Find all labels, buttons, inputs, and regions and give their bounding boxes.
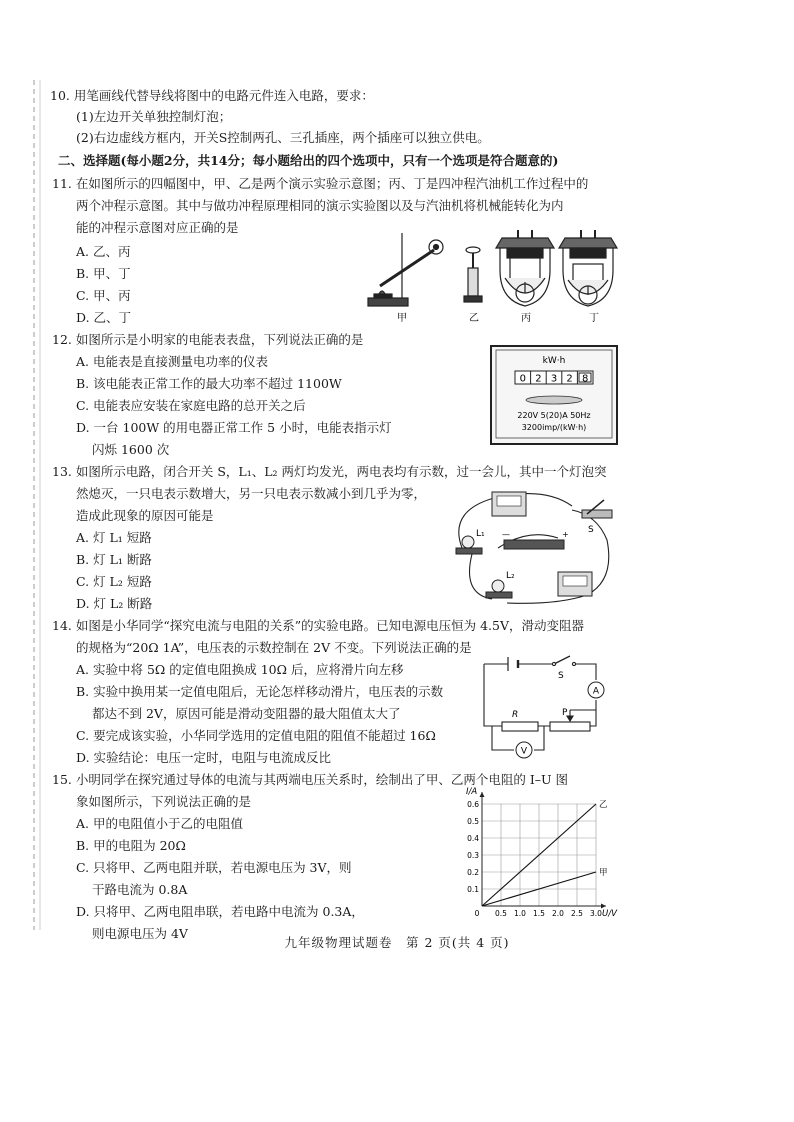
- x-tick-label: 2.5: [571, 909, 583, 918]
- q15-iu-graph: [458, 786, 618, 922]
- label-r: R: [512, 710, 519, 720]
- q11-option-a: A. 乙、丙: [76, 244, 131, 259]
- x-tick-label: 3.0: [590, 909, 602, 918]
- q14-stem-line2: 的规格为“20Ω 1A”，电压表的示数控制在 2V 不变。下列说法正确的是: [76, 640, 472, 655]
- lamp-l2: [486, 571, 515, 598]
- binding-margin: [0, 0, 44, 1122]
- meter-digits: [515, 371, 593, 385]
- q15-stem-line1: 15. 小明同学在探究通过导体的电流与其两端电压关系时，绘制出了甲、乙两个电阻的 I–U 图: [52, 772, 569, 787]
- q14-option-b-cont: 都达不到 2V，原因可能是滑动变阻器的最大阻值太大了: [92, 706, 401, 721]
- q11-figure: [360, 228, 620, 330]
- label-a: A: [592, 686, 600, 697]
- x-tick-label: 2.0: [552, 909, 564, 918]
- meter-digit-1: 0: [519, 373, 526, 385]
- q13-option-a: A. 灯 L₁ 短路: [76, 530, 152, 545]
- q12-energy-meter: [490, 345, 618, 445]
- series-label: 乙: [599, 800, 608, 810]
- meter-digit-5: 8: [582, 373, 589, 385]
- q14-option-d: D. 实验结论：电压一定时，电阻与电流成反比: [76, 750, 332, 765]
- q15-option-a: A. 甲的电阻值小于乙的电阻值: [76, 816, 243, 831]
- q13-stem-line3: 造成此现象的原因可能是: [76, 508, 214, 523]
- q13-stem-line2: 然熄灭，一只电表示数增大，另一只电表示数减小到几乎为零，: [76, 486, 427, 501]
- x-axis-label: U/V: [602, 909, 617, 919]
- section-2-heading: 二、选择题(每小题2分，共14分；每小题给出的四个选项中，只有一个选项是符合题意的): [58, 153, 559, 168]
- q11-stem-line1: 11. 在如图所示的四幅图中，甲、乙是两个演示实验示意图；丙、丁是四冲程汽油机工作过程中的: [52, 176, 589, 191]
- y-tick-label: 0.2: [467, 868, 479, 877]
- q14-stem-line1: 14. 如图是小华同学“探究电流与电阻的关系”的实验电路。已知电源电压恒为 4.5V，滑动变阻器: [52, 618, 585, 633]
- meter-digit-3: 3: [550, 373, 558, 385]
- label-v: V: [520, 746, 528, 757]
- label-jia: 甲: [397, 313, 407, 324]
- meter-spec-1: 220V 5(20)A 50Hz: [517, 411, 591, 420]
- q15-option-d: D. 只将甲、乙两电阻串联，若电路中电流为 0.3A，: [76, 904, 364, 919]
- voltmeter-top: [492, 492, 526, 516]
- q12-option-b: B. 该电能表正常工作的最大功率不超过 1100W: [76, 376, 342, 391]
- q11-stem-line2: 两个冲程示意图。其中与做功冲程原理相同的演示实验图以及与汽油机将机械能转化为内: [76, 198, 564, 213]
- meter-disc: [526, 396, 582, 404]
- y-tick-label: 0.6: [467, 800, 479, 809]
- battery-pack: [502, 530, 569, 549]
- x-tick-label: 0: [474, 909, 480, 918]
- figure-ding-engine-stroke: [559, 230, 617, 306]
- y-tick-label: 0.1: [467, 885, 479, 894]
- series-label: 甲: [599, 868, 608, 878]
- page-footer: 九年级物理试题卷 第 2 页(共 4 页): [284, 935, 510, 950]
- y-tick-label: 0.5: [467, 817, 479, 826]
- q15-option-c: C. 只将甲、乙两电阻并联，若电源电压为 3V，则: [76, 860, 352, 875]
- label-bing: 丙: [521, 313, 531, 324]
- q13-option-c: C. 灯 L₂ 短路: [76, 574, 152, 589]
- q12-option-d-cont: 闪烁 1600 次: [92, 442, 170, 457]
- q15-option-d-cont: 则电源电压为 4V: [92, 926, 188, 941]
- meter-spec-2: 3200imp/(kW·h): [521, 423, 587, 432]
- switch-s: [582, 500, 612, 535]
- q14-option-a: A. 实验中将 5Ω 的定值电阻换成 10Ω 后，应将滑片向左移: [76, 662, 404, 677]
- q15-option-b: B. 甲的电阻为 20Ω: [76, 838, 186, 853]
- q14-circuit-figure: [478, 650, 616, 762]
- label-l2: L₂: [506, 571, 515, 581]
- meter-digit-2: 2: [535, 373, 542, 385]
- x-axis-arrow: [601, 904, 606, 909]
- q14-option-b: B. 实验中换用某一定值电阻后，无论怎样移动滑片，电压表的示数: [76, 684, 444, 699]
- label-s: S: [558, 671, 564, 681]
- q12-stem: 12. 如图所示是小明家的电能表表盘，下列说法正确的是: [52, 332, 364, 347]
- q12-option-a: A. 电能表是直接测量电功率的仪表: [76, 354, 268, 369]
- x-tick-label: 1.0: [514, 909, 526, 918]
- q13-option-d: D. 灯 L₂ 断路: [76, 596, 153, 611]
- q13-circuit-figure: [442, 488, 618, 610]
- figure-bing-engine-stroke: [496, 230, 554, 306]
- q12-option-c: C. 电能表应安装在家庭电路的总开关之后: [76, 398, 306, 413]
- svg-text:—: —: [502, 530, 510, 539]
- figure-jia-test-tube-apparatus: [368, 233, 443, 306]
- q11-option-b: B. 甲、丁: [76, 266, 131, 281]
- q11-stem-line3: 能的冲程示意图对应正确的是: [76, 220, 239, 235]
- y-axis-label: I/A: [466, 787, 478, 797]
- x-tick-label: 1.5: [533, 909, 545, 918]
- q11-option-d: D. 乙、丁: [76, 310, 132, 325]
- label-l1: L₁: [476, 529, 485, 539]
- q14-option-c: C. 要完成该实验，小华同学选用的定值电阻的阻值不能超过 16Ω: [76, 728, 436, 743]
- label-p: P: [562, 708, 568, 718]
- q10-requirement-2: (2)右边虚线方框内，开关S控制两孔、三孔插座，两个插座可以独立供电。: [76, 130, 490, 145]
- q13-option-b: B. 灯 L₁ 断路: [76, 552, 152, 567]
- q12-option-d: D. 一台 100W 的用电器正常工作 5 小时，电能表指示灯: [76, 420, 392, 435]
- label-yi: 乙: [469, 313, 479, 324]
- q15-stem-line2: 象如图所示，下列说法正确的是: [76, 794, 252, 809]
- meter-digit-4: 2: [566, 373, 573, 385]
- y-tick-label: 0.3: [467, 851, 479, 860]
- x-tick-label: 0.5: [495, 909, 507, 918]
- figure-yi-air-compression-cylinder: [464, 247, 482, 302]
- y-tick-label: 0.4: [467, 834, 479, 843]
- q11-option-c: C. 甲、丙: [76, 288, 131, 303]
- q10-requirement-1: (1)左边开关单独控制灯泡；: [76, 109, 232, 124]
- label-ding: 丁: [589, 313, 599, 324]
- q13-stem-line1: 13. 如图所示电路，闭合开关 S，L₁、L₂ 两灯均发光，两电表均有示数，过一会儿，其中一个灯泡突: [52, 464, 607, 479]
- y-axis-arrow: [480, 792, 485, 797]
- svg-text:+: +: [562, 530, 569, 539]
- label-s: S: [588, 525, 594, 535]
- ammeter-bottom: [558, 572, 592, 596]
- meter-unit: kW·h: [542, 356, 566, 366]
- q10-stem: 10. 用笔画线代替导线将图中的电路元件连入电路，要求：: [50, 88, 374, 103]
- q15-option-c-cont: 干路电流为 0.8A: [92, 882, 188, 897]
